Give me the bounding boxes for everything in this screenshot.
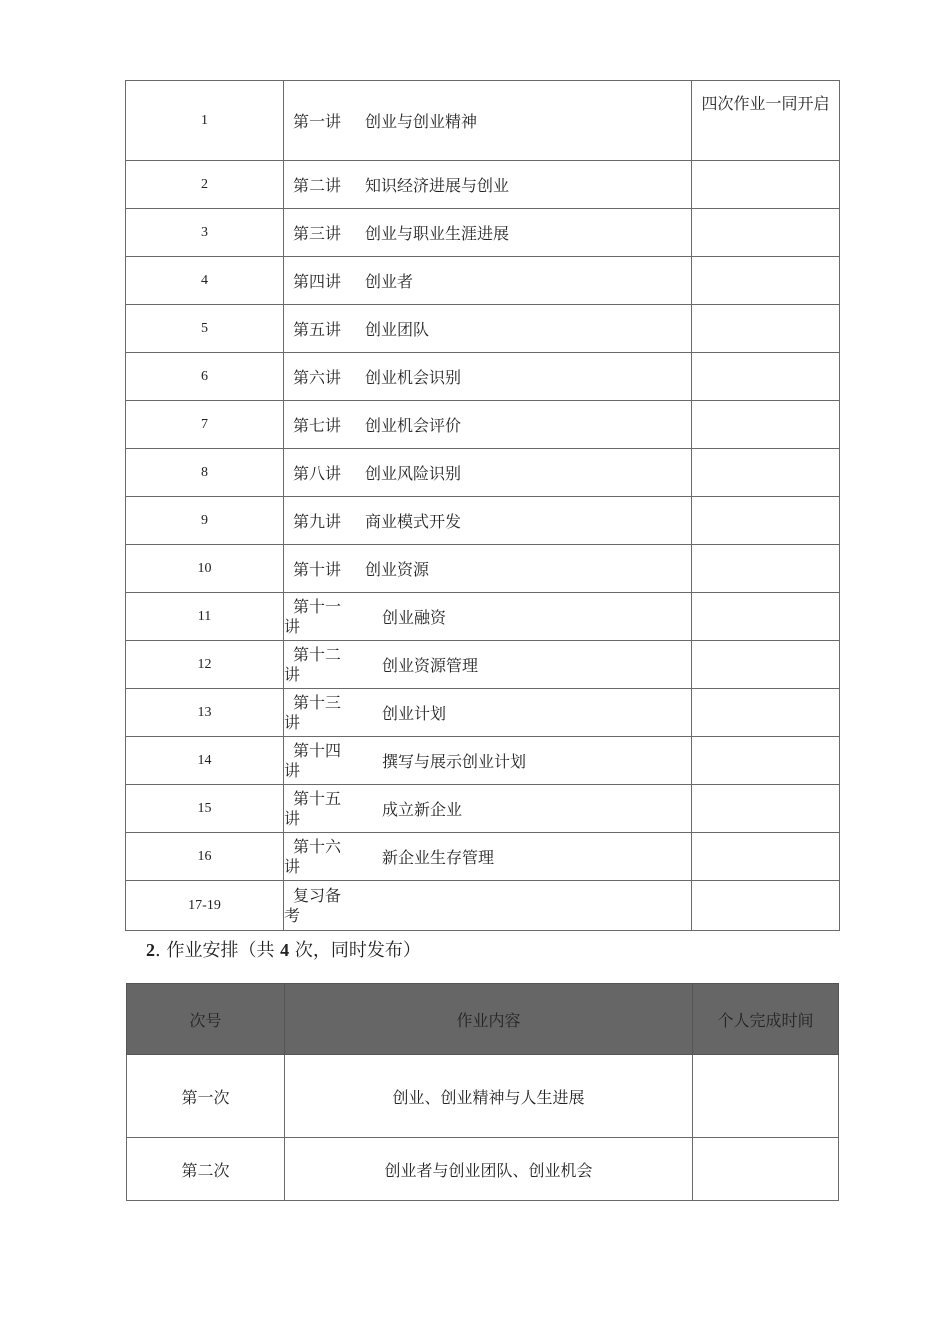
table-row	[126, 545, 840, 593]
header-content: 作业内容	[285, 984, 693, 1055]
lecture-label: 第十二讲	[284, 644, 342, 684]
lecture-label: 第十一讲	[284, 596, 342, 636]
header-order: 次号	[127, 984, 285, 1055]
row-number: 7	[126, 401, 284, 449]
lecture-label: 第九讲	[293, 512, 342, 531]
section-heading	[146, 936, 421, 965]
lecture-label: 第二讲	[293, 176, 342, 195]
row-number: 9	[126, 497, 284, 545]
row-number: 17-19	[126, 881, 284, 931]
table-row	[126, 689, 840, 737]
lecture-label: 第三讲	[293, 224, 342, 243]
table-row	[126, 257, 840, 305]
lecture-label: 第七讲	[293, 416, 342, 435]
assignment-count: 4	[280, 940, 290, 960]
homework-table	[126, 983, 839, 1201]
note-cell	[692, 161, 840, 209]
lecture-topic: 创业资源管理	[382, 656, 479, 675]
lecture-label: 第十三讲	[284, 692, 342, 732]
row-number: 15	[126, 785, 284, 833]
note-cell	[692, 353, 840, 401]
homework-order: 第二次	[127, 1138, 285, 1201]
section-number: 2	[146, 940, 155, 960]
row-number: 10	[126, 545, 284, 593]
table-row	[126, 785, 840, 833]
homework-content: 创业、创业精神与人生进展	[285, 1055, 693, 1138]
note-cell	[692, 641, 840, 689]
table-row	[126, 833, 840, 881]
table-row	[127, 1138, 839, 1201]
note-cell	[692, 401, 840, 449]
row-number: 16	[126, 833, 284, 881]
note-cell	[692, 209, 840, 257]
lecture-topic: 商业模式开发	[365, 512, 462, 531]
table-row	[126, 81, 840, 161]
lecture-label: 第十讲	[293, 560, 342, 579]
lecture-label: 第一讲	[293, 112, 342, 131]
lecture-topic: 创业资源	[365, 560, 430, 579]
row-number: 11	[126, 593, 284, 641]
lecture-label: 第十四讲	[284, 740, 342, 780]
table-row	[127, 1055, 839, 1138]
table-row	[126, 497, 840, 545]
lecture-label: 第十五讲	[284, 788, 342, 828]
table-row	[126, 401, 840, 449]
row-number: 13	[126, 689, 284, 737]
table-row	[126, 209, 840, 257]
homework-order: 第一次	[127, 1055, 285, 1138]
section-text-a: . 作业安排（共	[155, 940, 281, 961]
row-number: 14	[126, 737, 284, 785]
lecture-label: 第八讲	[293, 464, 342, 483]
assignment-note: 四次作业一同开启	[692, 81, 840, 161]
lecture-topic: 创业融资	[382, 608, 447, 627]
table-row	[126, 353, 840, 401]
lecture-topic: 创业风险识别	[365, 464, 462, 483]
lecture-topic: 创业与创业精神	[365, 112, 478, 131]
lecture-topic: 创业机会识别	[365, 368, 462, 387]
row-number: 6	[126, 353, 284, 401]
row-number: 4	[126, 257, 284, 305]
table-header-row	[127, 984, 839, 1055]
note-cell	[692, 305, 840, 353]
note-cell	[692, 833, 840, 881]
table-row	[126, 449, 840, 497]
lecture-topic: 成立新企业	[382, 800, 463, 819]
table-row	[126, 305, 840, 353]
lecture-schedule-table	[125, 80, 840, 931]
note-cell	[692, 257, 840, 305]
lecture-label: 第五讲	[293, 320, 342, 339]
note-cell	[692, 737, 840, 785]
table-row	[126, 593, 840, 641]
lecture-topic: 新企业生存管理	[382, 848, 495, 867]
row-number: 1	[126, 81, 284, 161]
lecture-topic: 撰写与展示创业计划	[382, 752, 527, 771]
note-cell	[692, 593, 840, 641]
lecture-label: 复习备考	[284, 885, 342, 925]
note-cell	[692, 881, 840, 931]
note-cell	[692, 545, 840, 593]
note-cell	[692, 785, 840, 833]
note-cell	[692, 449, 840, 497]
row-number: 8	[126, 449, 284, 497]
row-number: 5	[126, 305, 284, 353]
lecture-topic: 创业者	[365, 272, 414, 291]
lecture-topic: 创业与职业生涯进展	[365, 224, 510, 243]
lecture-topic: 创业计划	[382, 704, 447, 723]
row-number: 12	[126, 641, 284, 689]
homework-content: 创业者与创业团队、创业机会	[285, 1138, 693, 1201]
lecture-label: 第四讲	[293, 272, 342, 291]
row-number: 3	[126, 209, 284, 257]
row-number: 2	[126, 161, 284, 209]
table-row	[126, 641, 840, 689]
table-row	[126, 737, 840, 785]
header-time: 个人完成时间	[693, 984, 839, 1055]
note-cell	[692, 497, 840, 545]
section-text-b: 次，同时发布）	[289, 940, 421, 961]
lecture-topic: 创业团队	[365, 320, 430, 339]
lecture-label: 第六讲	[293, 368, 342, 387]
note-cell	[692, 689, 840, 737]
table-row	[126, 881, 840, 931]
lecture-topic: 知识经济进展与创业	[365, 176, 510, 195]
homework-time	[693, 1055, 839, 1138]
lecture-topic: 创业机会评价	[365, 416, 462, 435]
table-row	[126, 161, 840, 209]
lecture-label: 第十六讲	[284, 836, 342, 876]
homework-time	[693, 1138, 839, 1201]
